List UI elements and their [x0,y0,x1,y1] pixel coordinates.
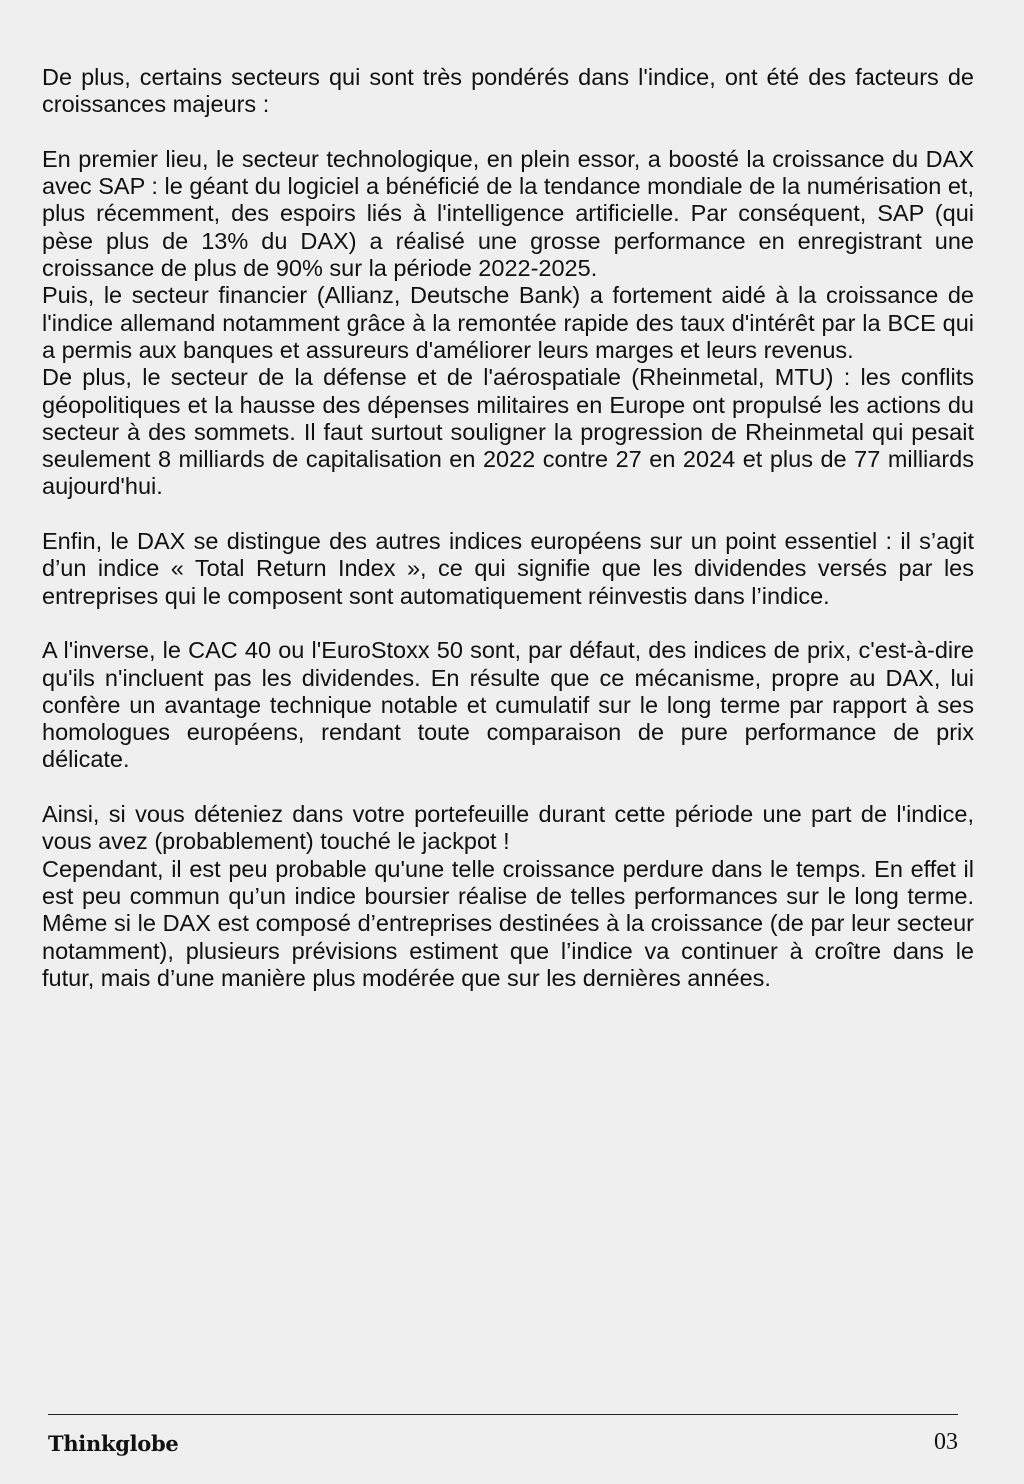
paragraph-sector-intro: De plus, certains secteurs qui sont très pondérés dans l'indice, ont été des facteurs de croissances majeurs : [42,64,974,118]
footer-divider [48,1414,958,1415]
paragraph-price-indices: A l'inverse, le CAC 40 ou l'EuroStoxx 50 sont, par défaut, des indices de prix, c'est-à-dire qu'ils n'incluent pas les dividendes. En résulte que ce mécanisme, propre au DAX, lui confère un avantage technique notable et cumulatif sur le long terme par rapport à ses homologues européens, rendant toute comparaison de pure performance de prix délicate. [42,637,974,773]
paragraph-financial-sector: Puis, le secteur financier (Allianz, Deutsche Bank) a fortement aidé à la croissance de l'indice allemand notamment grâce à la remontée rapide des taux d'intérêt par la BCE qui a permis aux banques et assureurs d'améliorer leurs marges et leurs revenus. [42,282,974,363]
paragraph-outlook: Cependant, il est peu probable qu'une telle croissance perdure dans le temps. En effet il est peu commun qu’un indice boursier réalise de telles performances sur le long terme. Même si le DAX est composé d’entreprises destinées à la croissance (de par leur secteur notamment), plusieurs prévisions estiment que l’indice va continuer à croître dans le futur, mais d’une manière plus modérée que sur les dernières années. [42,855,974,991]
paragraph-total-return: Enfin, le DAX se distingue des autres indices européens sur un point essentiel : il s’agit d’un indice « Total Return Index », ce qui signifie que les dividendes versés par les entreprises qui le composent sont automatiquement réinvestis dans l’indice. [42,528,974,609]
paragraph-tech-sector: En premier lieu, le secteur technologique, en plein essor, a boosté la croissance du DAX avec SAP : le géant du logiciel a bénéficié de la tendance mondiale de la numérisation et, plus récemment, des espoirs liés à l'intelligence artificielle. Par conséquent, SAP (qui pèse plus de 13% du DAX) a réalisé une grosse performance en enregistrant une croissance de plus de 90% sur la période 2022-2025. [42,145,974,282]
paragraph-defense-sector: De plus, le secteur de la défense et de l'aérospatiale (Rheinmetal, MTU) : les conflits géopolitiques et la hausse des dépenses militaires en Europe ont propulsé les actions du secteur à des sommets. Il faut surtout souligner la progression de Rheinmetal qui pesait seulement 8 milliards de capitalisation en 2022 contre 27 en 2024 et plus de 77 milliards aujourd'hui. [42,364,974,500]
page-number: 03 [934,1429,958,1455]
article-body [42,64,974,992]
footer-brand: Thinkglobe [48,1431,179,1456]
paragraph-jackpot: Ainsi, si vous déteniez dans votre portefeuille durant cette période une part de l'indice, vous avez (probablement) touché le jackpot ! [42,801,974,855]
